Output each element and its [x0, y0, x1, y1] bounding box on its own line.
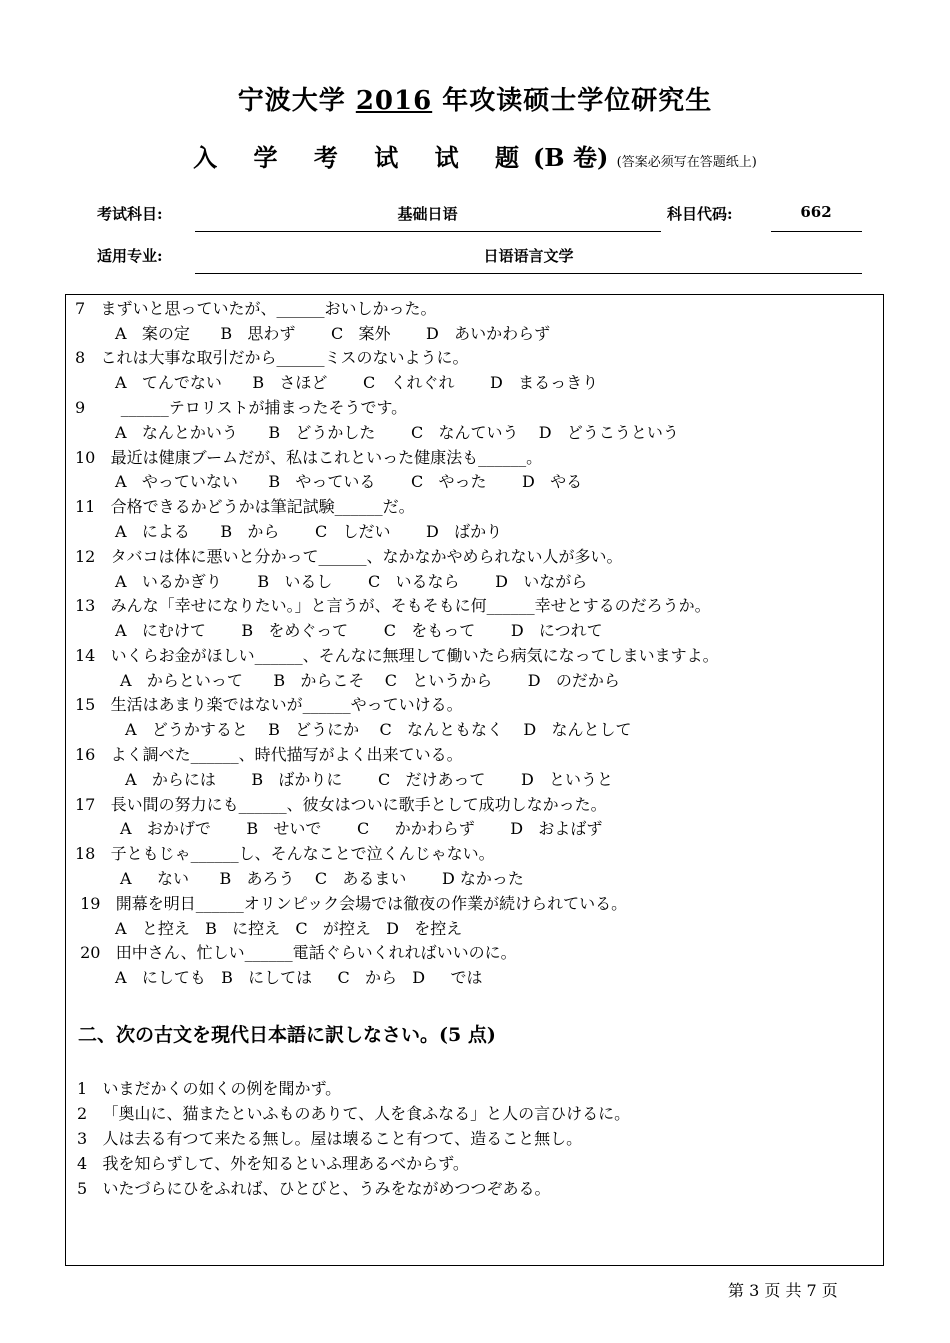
options-16: A からには B ばかりに C だけあって D というと — [125, 770, 614, 789]
classical-item-5: 5 いたづらにひをふれば、ひとびと、うみをながめつつぞある。 — [77, 1179, 551, 1198]
code-label: 科目代码: — [667, 205, 733, 223]
classical-item-3: 3 人は去る有つて来たる無し。屋は壊ること有つて、造ること無し。 — [77, 1129, 583, 1148]
question-14: 14 いくらお金がほしい______、そんなに無理して働いたら病気になってしまいますよ。 — [75, 646, 719, 665]
major-underline — [195, 273, 862, 274]
options-15: A どうかすると B どうにか C なんともなく D なんとして — [125, 720, 632, 739]
page-number: 第 3 页 共 7 页 — [728, 1281, 838, 1300]
major-value: 日语语言文学 — [483, 247, 574, 265]
question-13: 13 みんな「幸せになりたい。」と言うが、そもそもに何______幸せとするのだろうか。 — [75, 596, 711, 615]
code-value: 662 — [800, 203, 832, 221]
question-8: 8 これは大事な取引だから______ミスのないように。 — [75, 348, 469, 367]
options-14: A からといって B からこそ C というから D のだから — [120, 671, 620, 690]
question-9: 9 ______テロリストが捕まったそうです。 — [75, 398, 408, 417]
classical-item-4: 4 我を知らずして、外を知るといふ理あるべからず。 — [77, 1154, 469, 1173]
options-7: A 案の定 B 思わず C 案外 D あいかわらず — [115, 324, 551, 343]
question-7: 7 まずいと思っていたが、______おいしかった。 — [75, 299, 437, 318]
options-18: A ない B あろう C あるまい D なかった — [120, 869, 524, 888]
classical-item-1: 1 いまだかくの如くの例を聞かず。 — [77, 1079, 342, 1098]
options-17: A おかげで B せいで C かかわらず D およばず — [120, 819, 603, 838]
options-11: A による B から C しだい D ばかり — [115, 522, 503, 541]
options-13: A にむけて B をめぐって C をもって D につれて — [115, 621, 603, 640]
options-10: A やっていない B やっている C やった D やる — [115, 472, 583, 491]
question-18: 18 子ともじゃ______し、そんなことで泣くんじゃない。 — [75, 844, 495, 863]
exam-title — [0, 80, 950, 117]
question-20: 20 田中さん、忙しい______電話ぐらいくれればいいのに。 — [75, 943, 517, 962]
options-20: A にしても B にしては C から D では — [115, 968, 483, 987]
question-10: 10 最近は健康ブームだが、私はこれといった健康法も______。 — [75, 448, 543, 467]
subject-label: 考试科目: — [97, 205, 163, 223]
exam-subtitle — [0, 138, 950, 173]
subject-underline — [195, 231, 661, 232]
classical-item-2: 2 「奥山に、猫またといふものありて、人を食ふなる」と人の言ひけるに。 — [77, 1104, 631, 1123]
options-8: A てんでない B さほど C くれぐれ D まるっきり — [115, 373, 599, 392]
options-19: A と控え B に控え C が控え D を控え — [115, 919, 463, 938]
title-university: 宁波大学 — [237, 86, 346, 116]
title-rest: 年攻读硕士学位研究生 — [442, 86, 713, 116]
title-year: 2016 — [355, 86, 433, 116]
question-11: 11 合格できるかどうかは筆記試験______だ。 — [75, 497, 415, 516]
subtitle-text: 入 学 考 试 试 题 — [193, 143, 533, 172]
section2-heading: 二、次の古文を現代日本語に訳しなさい。(5 点) — [78, 1024, 496, 1046]
code-underline — [771, 231, 862, 232]
options-9: A なんとかいう B どうかした C なんていう D どうこうという — [115, 423, 679, 442]
question-16: 16 よく調べた______、時代描写がよく出来ている。 — [75, 745, 463, 764]
answer-note: (答案必须写在答题纸上) — [616, 155, 757, 170]
options-12: A いるかぎり B いるし C いるなら D いながら — [115, 572, 588, 591]
question-17: 17 長い間の努力にも______、彼女はついに歌手として成功しなかった。 — [75, 795, 607, 814]
question-15: 15 生活はあまり楽ではないが______やっていける。 — [75, 695, 463, 714]
subject-value: 基础日语 — [397, 205, 458, 223]
major-label: 适用专业: — [97, 247, 163, 265]
question-12: 12 タバコは体に悪いと分かって______、なかなかやめられない人が多い。 — [75, 547, 623, 566]
paper-version: (B 卷) — [532, 143, 609, 172]
question-19: 19 開幕を明日______オリンピック会場では徹夜の作業が続けられている。 — [75, 894, 628, 913]
